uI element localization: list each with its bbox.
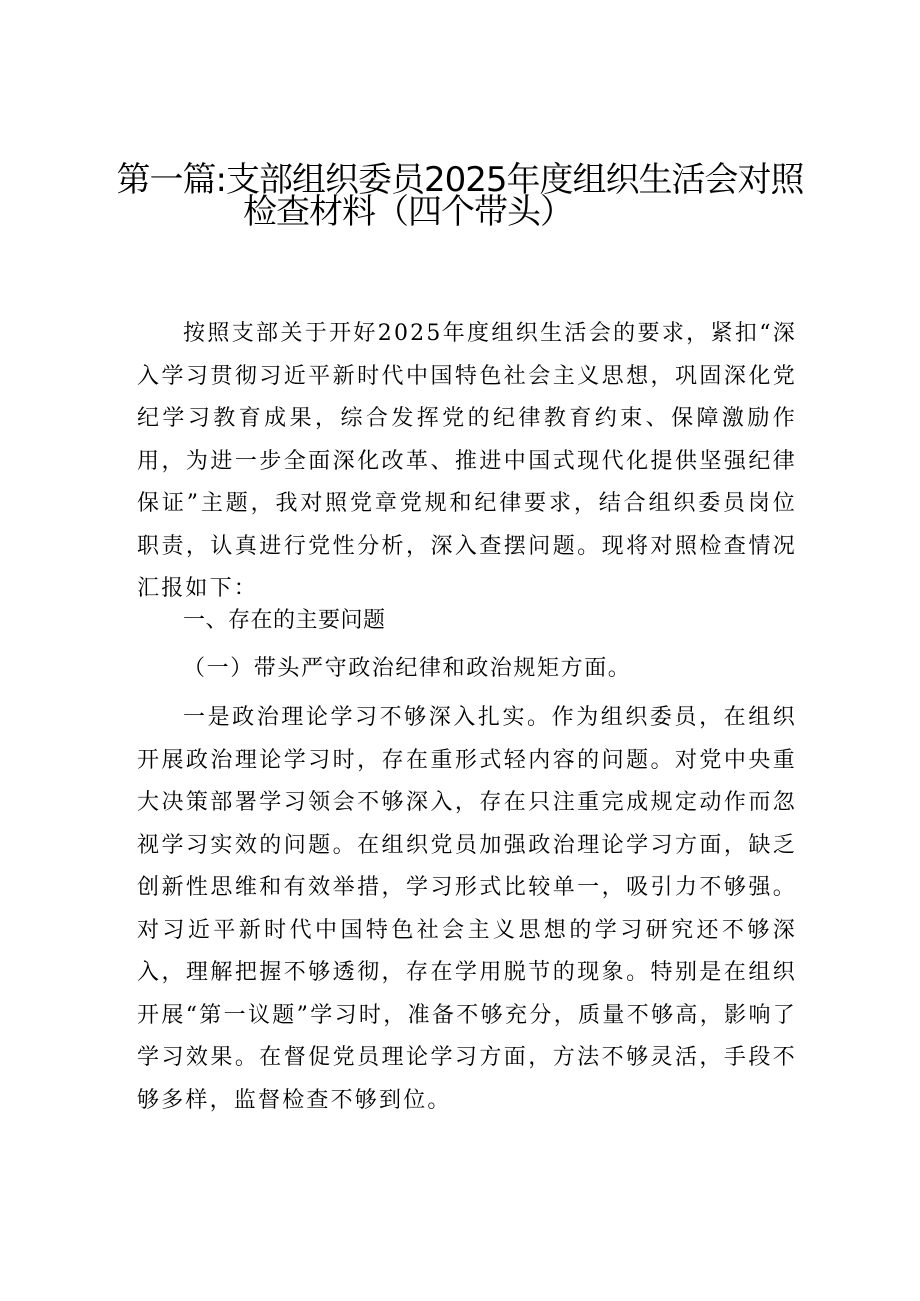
body-paragraph-block — [137, 697, 797, 1122]
body-paragraph: 一是政治理论学习不够深入扎实。作为组织委员，在组织开展政治理论学习时，存在重形式轻内容的问题。对党中央重大决策部署学习领会不够深入，存在只注重完成规定动作而忽视学习实效的问题。在组织党员加强政治理论学习方面，缺乏创新性思维和有效举措，学习形式比较单一，吸引力不够强。对习近平新时代中国特色社会主义思想的学习研究还不够深入，理解把握不够透彻，存在学用脱节的现象。特别是在组织开展“第一议题”学习时，准备不够充分，质量不够高，影响了学习效果。在督促党员理论学习方面，方法不够灵活，手段不够多样，监督检查不够到位。 — [137, 705, 797, 1113]
subsection-heading: （一）带头严守政治纪律和政治规矩方面。 — [183, 656, 632, 681]
intro-paragraph-block — [137, 313, 797, 611]
section-heading: 一、存在的主要问题 — [183, 608, 386, 633]
intro-paragraph: 按照支部关于开好2025年度组织生活会的要求，紧扣“深入学习贯彻习近平新时代中国特色社会主义思想，巩固深化党纪学习教育成果，综合发挥党的纪律教育约束、保障激励作用，为进一步全面深化改革、推进中国式现代化提供坚强纪律保证”主题，我对照党章党规和纪律要求，结合组织委员岗位职责，认真进行党性分析，深入查摆问题。现将对照检查情况汇报如下： — [137, 321, 797, 601]
document-title-line-2: 检查材料（四个带头） — [243, 192, 573, 232]
document-title-line-1: 第一篇:支部组织委员2025年度组织生活会对照 — [116, 160, 804, 200]
